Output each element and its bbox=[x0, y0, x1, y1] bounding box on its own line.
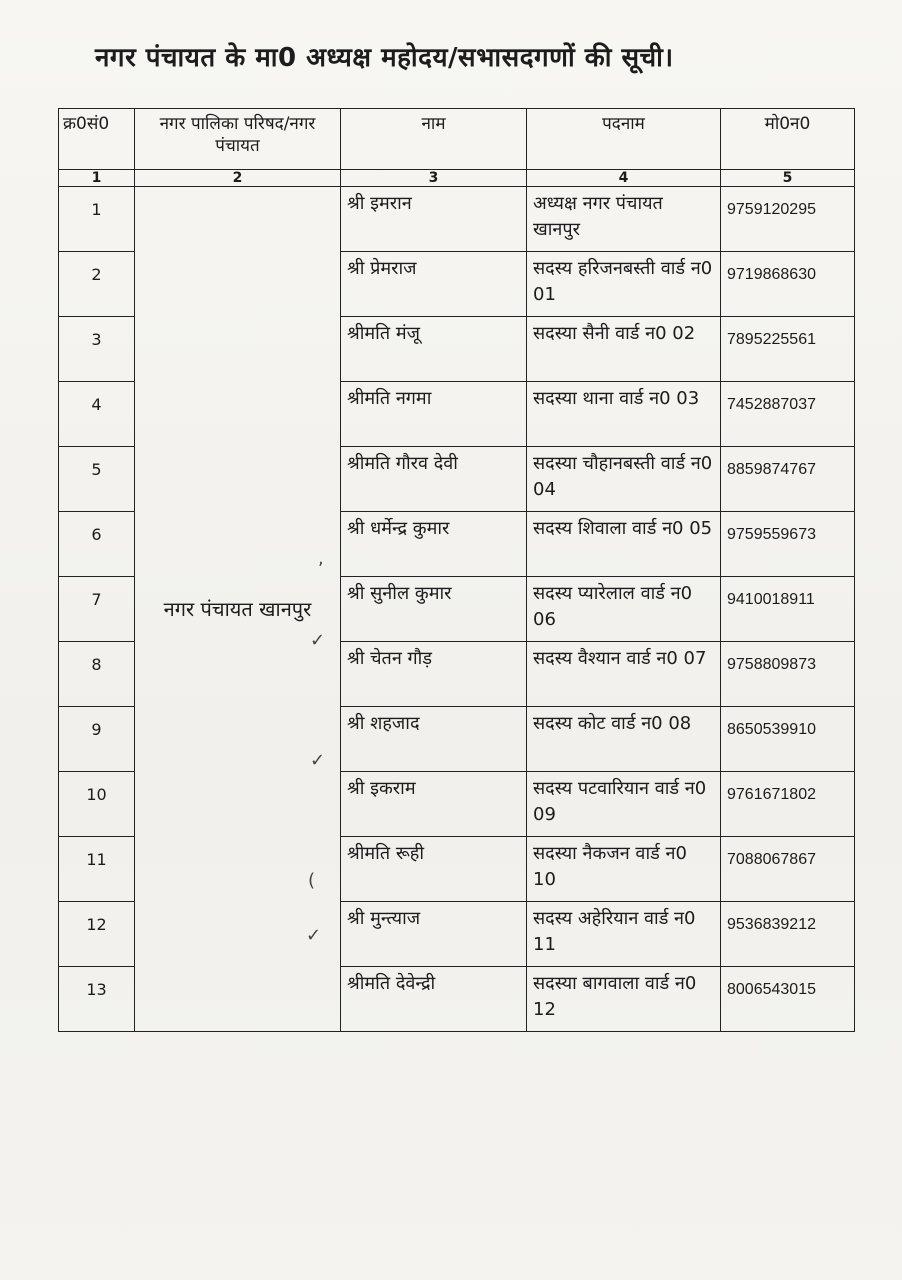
name-cell: श्री शहजाद bbox=[341, 707, 527, 772]
body-name-cell: नगर पंचायत खानपुर bbox=[135, 187, 341, 1032]
table-header-row bbox=[59, 109, 855, 170]
pen-mark: ✓ bbox=[310, 630, 326, 651]
mobile-cell: 9759559673 bbox=[721, 512, 855, 577]
mobile-cell: 9719868630 bbox=[721, 252, 855, 317]
serial-cell: 12 bbox=[59, 902, 135, 967]
serial-cell: 3 bbox=[59, 317, 135, 382]
designation-cell: सदस्या नैकजन वार्ड न0 10 bbox=[527, 837, 721, 902]
designation-cell: सदस्य पटवारियान वार्ड न0 09 bbox=[527, 772, 721, 837]
table-body bbox=[59, 187, 855, 1032]
name-cell: श्री धर्मेन्द्र कुमार bbox=[341, 512, 527, 577]
mobile-cell: 9536839212 bbox=[721, 902, 855, 967]
designation-cell: सदस्य शिवाला वार्ड न0 05 bbox=[527, 512, 721, 577]
column-number: 5 bbox=[721, 170, 855, 187]
designation-cell: सदस्या थाना वार्ड न0 03 bbox=[527, 382, 721, 447]
name-cell: श्रीमति देवेन्द्री bbox=[341, 967, 527, 1032]
name-cell: श्रीमति मंजू bbox=[341, 317, 527, 382]
serial-cell: 9 bbox=[59, 707, 135, 772]
column-number: 2 bbox=[135, 170, 341, 187]
mobile-cell: 8859874767 bbox=[721, 447, 855, 512]
pen-mark: , bbox=[318, 548, 324, 569]
name-cell: श्रीमति गौरव देवी bbox=[341, 447, 527, 512]
serial-cell: 8 bbox=[59, 642, 135, 707]
pen-mark: ( bbox=[308, 870, 316, 891]
mobile-cell: 7088067867 bbox=[721, 837, 855, 902]
name-cell: श्रीमति नगमा bbox=[341, 382, 527, 447]
serial-cell: 7 bbox=[59, 577, 135, 642]
table-row bbox=[59, 187, 855, 252]
serial-cell: 4 bbox=[59, 382, 135, 447]
mobile-cell: 8650539910 bbox=[721, 707, 855, 772]
column-number: 1 bbox=[59, 170, 135, 187]
serial-cell: 11 bbox=[59, 837, 135, 902]
serial-cell: 13 bbox=[59, 967, 135, 1032]
column-number: 3 bbox=[341, 170, 527, 187]
serial-cell: 10 bbox=[59, 772, 135, 837]
name-cell: श्री मुन्त्याज bbox=[341, 902, 527, 967]
header-body: नगर पालिका परिषद/नगर पंचायत bbox=[135, 109, 341, 170]
name-cell: श्रीमति रूही bbox=[341, 837, 527, 902]
name-cell: श्री प्रेमराज bbox=[341, 252, 527, 317]
designation-cell: सदस्य कोट वार्ड न0 08 bbox=[527, 707, 721, 772]
mobile-cell: 7452887037 bbox=[721, 382, 855, 447]
header-serial: क्र0सं0 bbox=[59, 109, 135, 170]
serial-cell: 1 bbox=[59, 187, 135, 252]
header-designation: पदनाम bbox=[527, 109, 721, 170]
name-cell: श्री चेतन गौड़ bbox=[341, 642, 527, 707]
mobile-cell: 9759120295 bbox=[721, 187, 855, 252]
designation-cell: सदस्या बागवाला वार्ड न0 12 bbox=[527, 967, 721, 1032]
column-number-row bbox=[59, 170, 855, 187]
pen-mark: ✓ bbox=[306, 925, 322, 946]
members-table bbox=[58, 108, 855, 1032]
name-cell: श्री इमरान bbox=[341, 187, 527, 252]
designation-cell: सदस्य हरिजनबस्ती वार्ड न0 01 bbox=[527, 252, 721, 317]
column-number: 4 bbox=[527, 170, 721, 187]
name-cell: श्री सुनील कुमार bbox=[341, 577, 527, 642]
document-title: नगर पंचायत के मा0 अध्यक्ष महोदय/सभासदगणों की सूची। bbox=[95, 43, 674, 73]
header-mobile: मो0न0 bbox=[721, 109, 855, 170]
serial-cell: 6 bbox=[59, 512, 135, 577]
pen-mark: ✓ bbox=[310, 750, 326, 771]
designation-cell: सदस्या चौहानबस्ती वार्ड न0 04 bbox=[527, 447, 721, 512]
designation-cell: सदस्य अहेरियान वार्ड न0 11 bbox=[527, 902, 721, 967]
designation-cell: सदस्य प्यारेलाल वार्ड न0 06 bbox=[527, 577, 721, 642]
mobile-cell: 7895225561 bbox=[721, 317, 855, 382]
name-cell: श्री इकराम bbox=[341, 772, 527, 837]
mobile-cell: 8006543015 bbox=[721, 967, 855, 1032]
header-name: नाम bbox=[341, 109, 527, 170]
serial-cell: 2 bbox=[59, 252, 135, 317]
designation-cell: सदस्य वैश्यान वार्ड न0 07 bbox=[527, 642, 721, 707]
designation-cell: अध्यक्ष नगर पंचायत खानपुर bbox=[527, 187, 721, 252]
mobile-cell: 9761671802 bbox=[721, 772, 855, 837]
mobile-cell: 9410018911 bbox=[721, 577, 855, 642]
serial-cell: 5 bbox=[59, 447, 135, 512]
designation-cell: सदस्या सैनी वार्ड न0 02 bbox=[527, 317, 721, 382]
mobile-cell: 9758809873 bbox=[721, 642, 855, 707]
